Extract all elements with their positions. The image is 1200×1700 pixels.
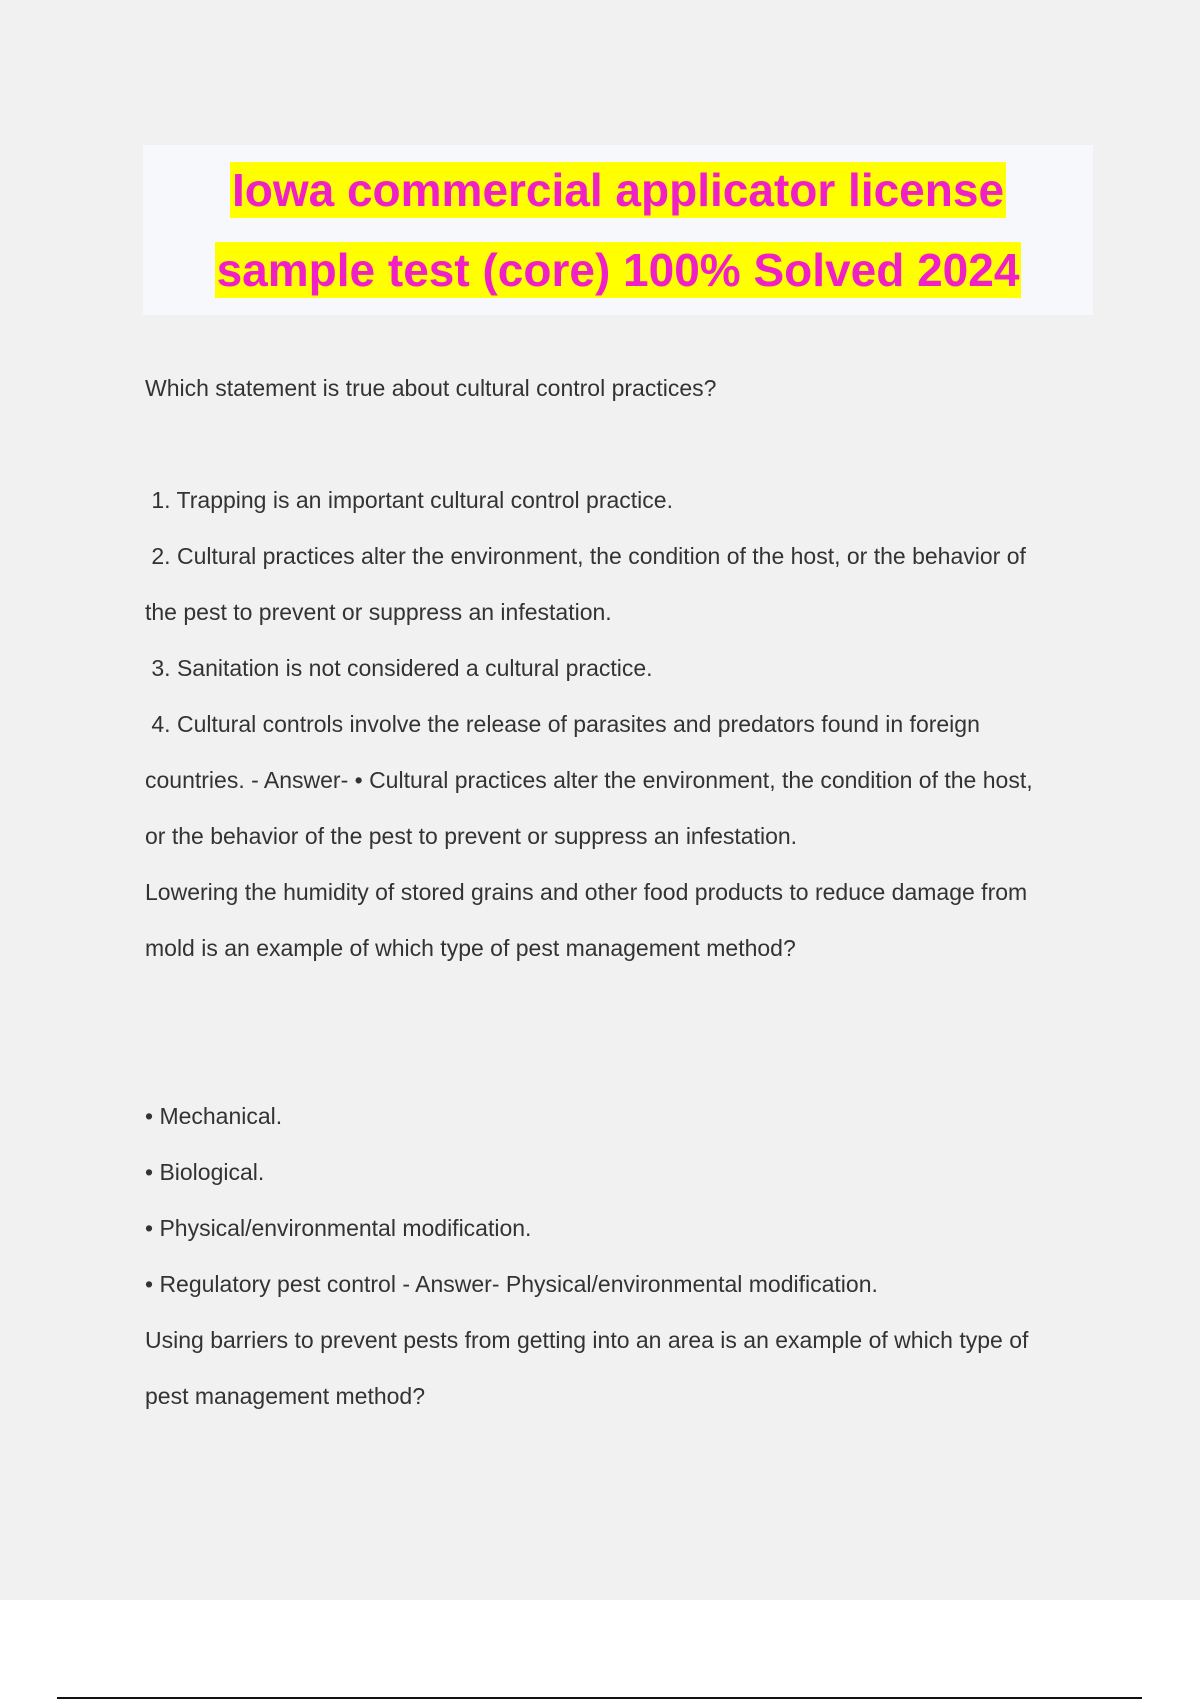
question-2-option: • Mechanical. — [145, 1103, 283, 1129]
question-1-line: 1. Trapping is an important cultural control practice. — [145, 487, 673, 513]
question-3-text: pest management method? — [145, 1383, 426, 1409]
question-2-answer-option: • Regulatory pest control - Answer- Physical/environmental modification. — [145, 1271, 878, 1297]
question-1-line: 3. Sanitation is not considered a cultural practice. — [145, 655, 653, 681]
footer-divider — [57, 1697, 1142, 1699]
title-banner — [143, 145, 1093, 315]
document-title-line-1: Iowa commercial applicator license — [231, 164, 1005, 216]
spacer — [145, 976, 1085, 1088]
spacer — [145, 416, 1085, 472]
question-2-text: mold is an example of which type of pest management method? — [145, 935, 796, 961]
question-2-option: • Biological. — [145, 1159, 265, 1185]
document-title-line-2: sample test (core) 100% Solved 2024 — [216, 244, 1020, 296]
question-1-answer-line: countries. - Answer- • Cultural practices alter the environment, the condition of the host, — [145, 767, 1033, 793]
question-1-text: Which statement is true about cultural control practices? — [145, 375, 717, 401]
question-1-answer-line: or the behavior of the pest to prevent or suppress an infestation. — [145, 823, 798, 849]
question-2-text: Lowering the humidity of stored grains and other food products to reduce damage from — [145, 879, 1028, 905]
question-3-text: Using barriers to prevent pests from getting into an area is an example of which type of — [145, 1327, 1029, 1353]
question-1-line: 4. Cultural controls involve the release of parasites and predators found in foreign — [145, 711, 980, 737]
question-1-line: the pest to prevent or suppress an infestation. — [145, 599, 612, 625]
question-2-option: • Physical/environmental modification. — [145, 1215, 532, 1241]
question-1-line: 2. Cultural practices alter the environment, the condition of the host, or the behavior of — [145, 543, 1026, 569]
document-body — [145, 360, 1085, 1424]
